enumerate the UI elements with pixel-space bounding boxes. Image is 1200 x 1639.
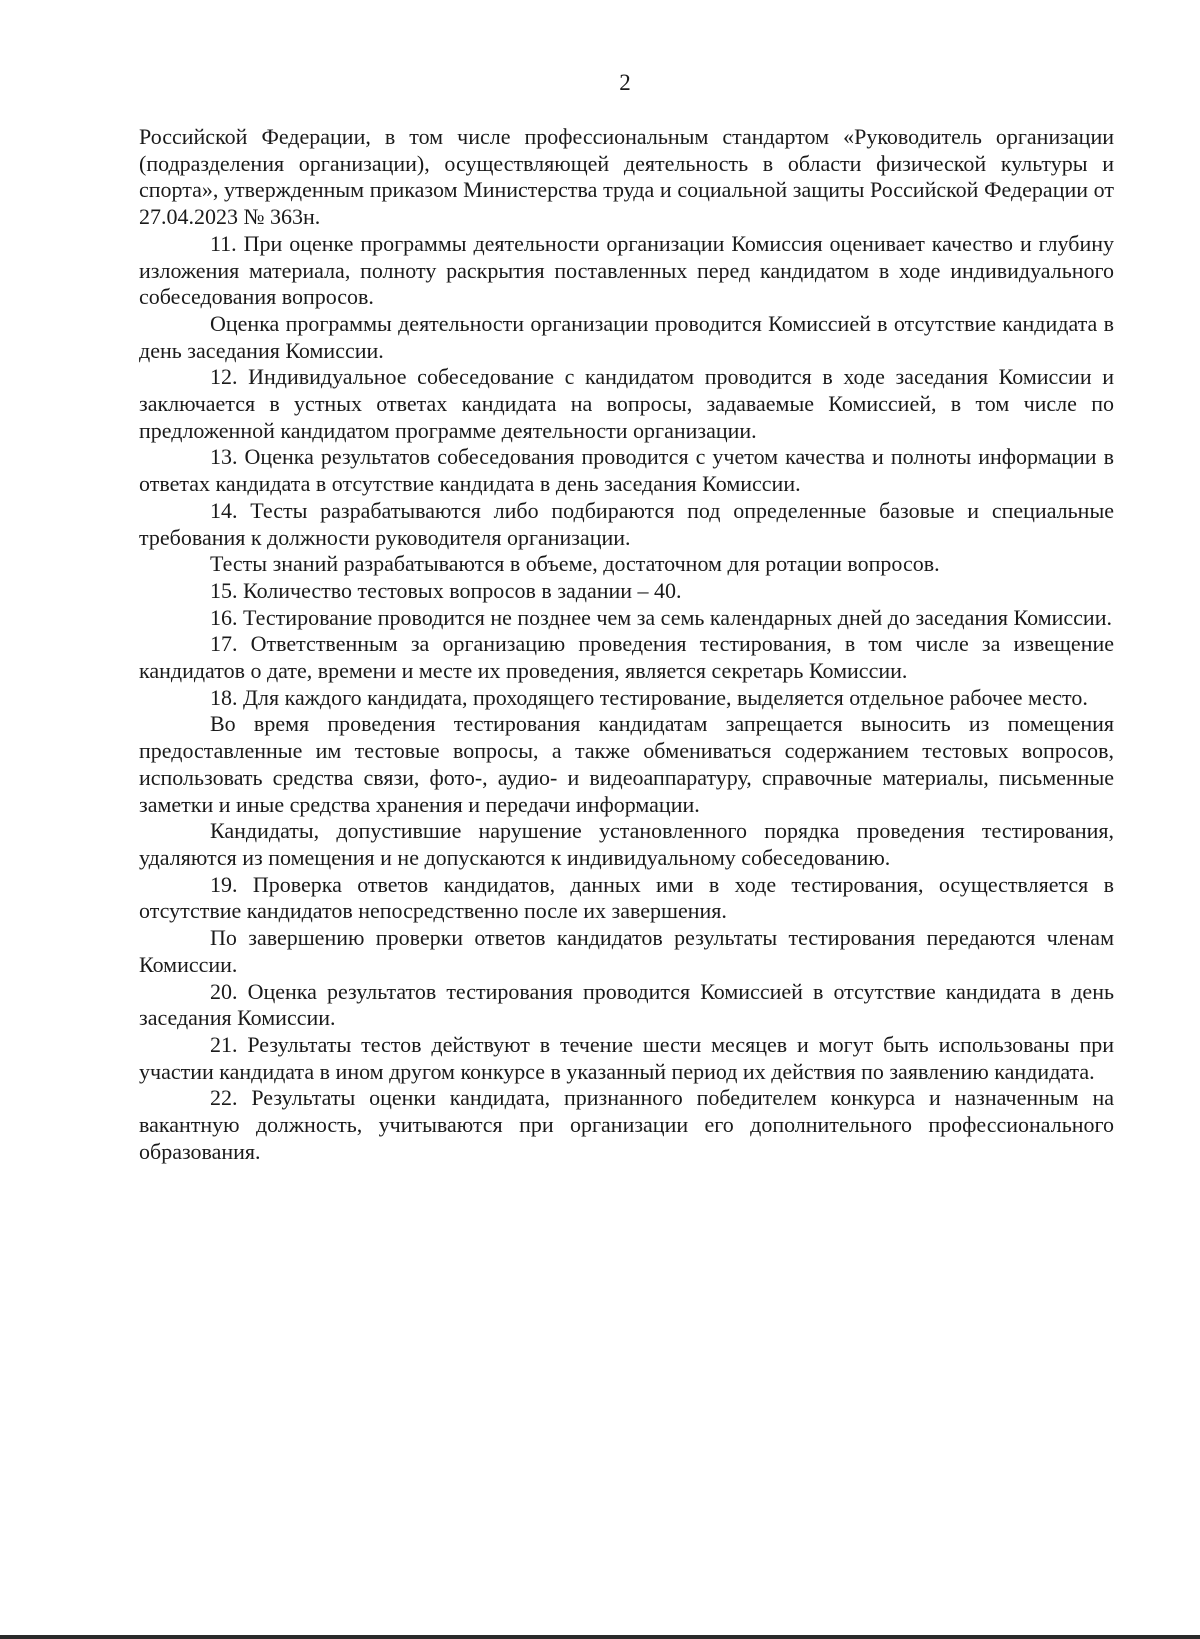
paragraph: 15. Количество тестовых вопросов в задании – 40. <box>210 577 682 603</box>
paragraph: 17. Ответственным за организацию проведения тестирования, в том числе за извещение кандидатов о дате, времени и месте их проведения, является секретарь Комиссии. <box>139 631 1114 684</box>
paragraph: 13. Оценка результатов собеседования проводится с учетом качества и полноты информации в ответах кандидата в отсутствие кандидата в день заседания Комиссии. <box>139 444 1114 497</box>
paragraph: 21. Результаты тестов действуют в течение шести месяцев и могут быть использованы при участии кандидата в ином другом конкурсе в указанный период их действия по заявлению кандидата. <box>139 1031 1114 1084</box>
paragraph: Российской Федерации, в том числе профессиональным стандартом «Руководитель организации (подразделения организации), осуществляющей деятельность в области физической культуры и спорта», утвержденным приказом Министерства труда и социальной защиты Российской Федерации от 27.04.2023 № 363н. <box>139 124 1114 230</box>
paragraph: 16. Тестирование проводится не позднее чем за семь календарных дней до заседания Комиссии. <box>210 604 1112 630</box>
paragraph: 22. Результаты оценки кандидата, признанного победителем конкурса и назначенным на вакантную должность, учитываются при организации его дополнительного профессионального образования. <box>139 1085 1114 1164</box>
page-number: 2 <box>619 70 631 95</box>
paragraph: 14. Тесты разрабатываются либо подбираются под определенные базовые и специальные требования к должности руководителя организации. <box>139 497 1114 550</box>
paragraph: 18. Для каждого кандидата, проходящего тестирование, выделяется отдельное рабочее место. <box>210 684 1088 710</box>
paragraph: 19. Проверка ответов кандидатов, данных ими в ходе тестирования, осуществляется в отсутствие кандидатов непосредственно после их завершения. <box>139 871 1114 924</box>
paragraph: 11. При оценке программы деятельности организации Комиссия оценивает качество и глубину изложения материала, полноту раскрытия поставленных перед кандидатом в ходе индивидуального собеседования вопросов. <box>139 230 1114 310</box>
document-body <box>139 124 1114 1165</box>
scan-edge-line <box>0 1635 1200 1639</box>
paragraph: По завершению проверки ответов кандидатов результаты тестирования передаются членам Комиссии. <box>139 925 1114 977</box>
paragraph: Кандидаты, допустившие нарушение установленного порядка проведения тестирования, удаляются из помещения и не допускаются к индивидуальному собеседованию. <box>139 818 1114 870</box>
paragraph: 20. Оценка результатов тестирования проводится Комиссией в отсутствие кандидата в день заседания Комиссии. <box>139 978 1114 1031</box>
paragraph: Во время проведения тестирования кандидатам запрещается выносить из помещения предоставленные им тестовые вопросы, а также обмениваться содержанием тестовых вопросов, использовать средства связи, фото-, аудио- и видеоаппаратуру, справочные материалы, письменные заметки и иные средства хранения и передачи информации. <box>139 711 1114 817</box>
paragraph: Тесты знаний разрабатываются в объеме, достаточном для ротации вопросов. <box>210 551 940 577</box>
paragraph: 12. Индивидуальное собеседование с кандидатом проводится в ходе заседания Комиссии и заключается в устных ответах кандидата на вопросы, задаваемые Комиссией, в том числе по предложенной кандидатом программе деятельности организации. <box>139 364 1114 443</box>
paragraph: Оценка программы деятельности организации проводится Комиссией в отсутствие кандидата в день заседания Комиссии. <box>139 310 1114 363</box>
